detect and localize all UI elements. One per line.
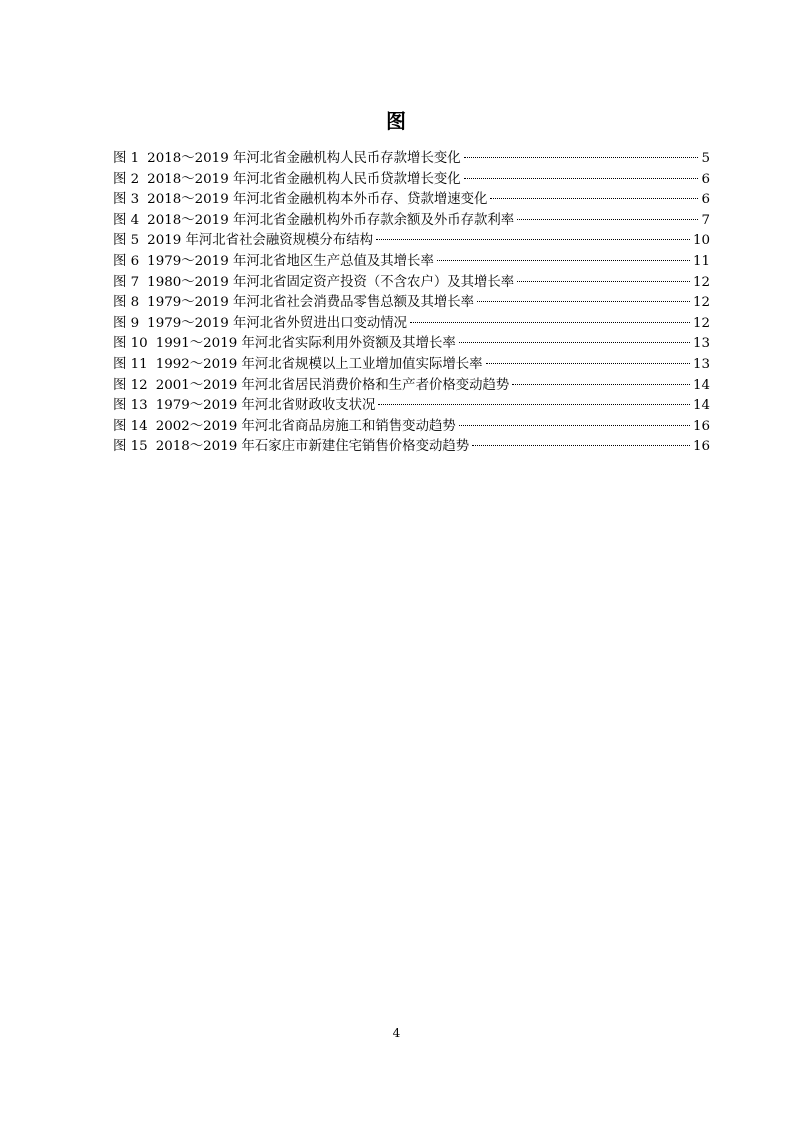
dot-leader <box>464 178 699 179</box>
figure-page: 12 <box>692 295 710 311</box>
dot-leader <box>376 239 690 240</box>
figure-number: 图 2 <box>113 171 140 187</box>
page-title: 图 <box>386 109 407 133</box>
dot-leader <box>517 219 698 220</box>
figure-page: 10 <box>692 233 710 249</box>
figure-title: 1991～2019 年河北省实际利用外资额及其增长率 <box>155 336 456 352</box>
figure-list <box>113 149 710 458</box>
page-number: 4 <box>392 1026 401 1040</box>
toc-entry[interactable] <box>113 211 710 232</box>
figure-title: 2002～2019 年河北省商品房施工和销售变动趋势 <box>155 418 456 434</box>
dot-leader <box>459 425 690 426</box>
figure-page: 12 <box>692 274 710 290</box>
toc-entry[interactable] <box>113 314 710 335</box>
figure-title: 2018～2019 年河北省金融机构外币存款余额及外币存款利率 <box>147 212 515 228</box>
figure-page: 16 <box>692 439 710 455</box>
figure-page: 14 <box>692 377 710 393</box>
figure-page: 13 <box>692 336 710 352</box>
dot-leader <box>486 363 690 364</box>
toc-entry[interactable] <box>113 355 710 376</box>
figure-page: 16 <box>692 418 710 434</box>
toc-entry[interactable] <box>113 252 710 273</box>
figure-number: 图 15 <box>113 439 148 455</box>
figure-page: 14 <box>692 398 710 414</box>
dot-leader <box>464 157 699 158</box>
figure-number: 图 4 <box>113 212 140 228</box>
toc-entry[interactable] <box>113 437 710 458</box>
dot-leader <box>490 198 698 199</box>
figure-title: 1979～2019 年河北省外贸进出口变动情况 <box>147 315 408 331</box>
toc-entry[interactable] <box>113 417 710 438</box>
figure-number: 图 6 <box>113 253 140 269</box>
figure-title: 2018～2019 年石家庄市新建住宅销售价格变动趋势 <box>155 439 470 455</box>
figure-title: 1979～2019 年河北省地区生产总值及其增长率 <box>147 253 434 269</box>
dot-leader <box>378 404 690 405</box>
figure-title: 1980～2019 年河北省固定资产投资（不含农户）及其增长率 <box>147 274 515 290</box>
figure-page: 6 <box>701 192 710 208</box>
dot-leader <box>410 322 690 323</box>
dot-leader <box>477 301 690 302</box>
toc-entry[interactable] <box>113 376 710 397</box>
figure-number: 图 10 <box>113 336 148 352</box>
figure-page: 7 <box>701 212 710 228</box>
figure-page: 6 <box>701 171 710 187</box>
figure-page: 5 <box>701 151 710 166</box>
toc-entry[interactable] <box>113 293 710 314</box>
toc-entry[interactable] <box>113 231 710 252</box>
figure-number: 图 13 <box>113 398 148 414</box>
dot-leader <box>459 342 690 343</box>
figure-number: 图 12 <box>113 377 148 393</box>
figure-number: 图 9 <box>113 315 140 331</box>
figure-number: 图 3 <box>113 192 140 208</box>
figure-title: 2018～2019 年河北省金融机构本外币存、贷款增速变化 <box>147 192 488 208</box>
toc-entry[interactable] <box>113 190 710 211</box>
figure-title: 2019 年河北省社会融资规模分布结构 <box>147 233 373 249</box>
figure-title: 1979～2019 年河北省财政收支状况 <box>155 398 376 414</box>
figure-number: 图 5 <box>113 233 140 249</box>
figure-title: 2018～2019 年河北省金融机构人民币存款增长变化 <box>147 151 461 166</box>
figure-number: 图 8 <box>113 295 140 311</box>
figure-number: 图 11 <box>113 356 148 372</box>
toc-entry[interactable] <box>113 396 710 417</box>
figure-page: 13 <box>692 356 710 372</box>
figure-number: 图 1 <box>113 151 140 166</box>
figure-number: 图 14 <box>113 418 148 434</box>
figure-title: 1979～2019 年河北省社会消费品零售总额及其增长率 <box>147 295 475 311</box>
figure-title: 2001～2019 年河北省居民消费价格和生产者价格变动趋势 <box>155 377 510 393</box>
dot-leader <box>437 260 690 261</box>
figure-title: 2018～2019 年河北省金融机构人民币贷款增长变化 <box>147 171 461 187</box>
dot-leader <box>472 445 690 446</box>
dot-leader <box>512 384 690 385</box>
figure-number: 图 7 <box>113 274 140 290</box>
toc-entry[interactable] <box>113 149 710 170</box>
figure-page: 12 <box>692 315 710 331</box>
toc-entry[interactable] <box>113 273 710 294</box>
toc-entry[interactable] <box>113 334 710 355</box>
figure-title: 1992～2019 年河北省规模以上工业增加值实际增长率 <box>155 356 483 372</box>
toc-entry[interactable] <box>113 170 710 191</box>
dot-leader <box>517 281 690 282</box>
figure-page: 11 <box>692 253 710 269</box>
